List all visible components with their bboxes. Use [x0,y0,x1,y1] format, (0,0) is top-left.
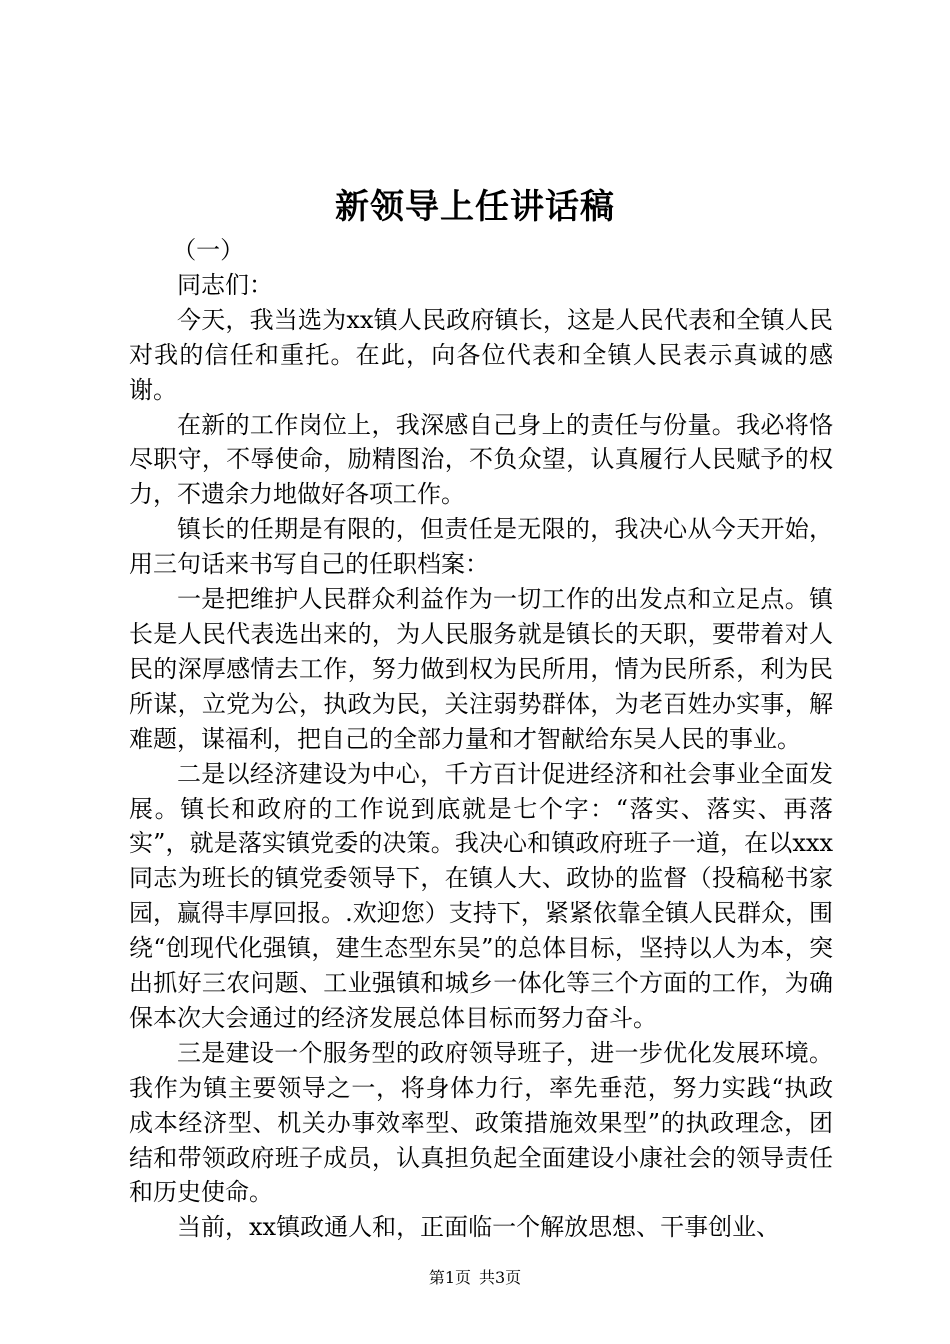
page-total: 共3页 [479,1268,522,1287]
page-number: 第1页 [428,1268,471,1287]
page-footer [0,1266,950,1290]
paragraph: 在新的工作岗位上，我深感自己身上的责任与份量。我必将恪尽职守，不辱使命，励精图治，不负众望，认真履行人民赋予的权力，不遗余力地做好各项工作。 [129,410,833,509]
document-title: 新领导上任讲话稿 [335,187,615,227]
paragraph: 今天，我当选为xx镇人民政府镇长，这是人民代表和全镇人民对我的信任和重托。在此，向各位代表和全镇人民表示真诚的感谢。 [129,305,833,404]
document-body [129,233,833,1245]
paragraph: 当前，xx镇政通人和，正面临一个解放思想、干事创业、 [177,1213,781,1242]
paragraph: 三是建设一个服务型的政府领导班子，进一步优化发展环境。我作为镇主要领导之一，将身体力行，率先垂范，努力实践“执政成本经济型、机关办事效率型、政策措施效果型”的执政理念，团结和带领政府班子成员，认真担负起全面建设小康社会的领导责任和历史使命。 [129,1038,833,1207]
salutation: 同志们： [177,270,273,299]
paragraph: 一是把维护人民群众利益作为一切工作的出发点和立足点。镇长是人民代表选出来的，为人民服务就是镇长的天职，要带着对人民的深厚感情去工作，努力做到权为民所用，情为民所系，利为民所谋，立党为公，执政为民，关注弱势群体，为老百姓办实事，解难题，谋福利，把自己的全部力量和才智献给东吴人民的事业。 [129,585,833,753]
paragraph: 镇长的任期是有限的，但责任是无限的，我决心从今天开始，用三句话来书写自己的任职档案： [129,515,833,579]
section-marker: （一） [172,236,245,264]
paragraph: 二是以经济建设为中心，千方百计促进经济和社会事业全面发展。镇长和政府的工作说到底就是七个字：“落实、落实、再落实”，就是落实镇党委的决策。我决心和镇政府班子一道，在以xxx同志为班长的镇党委领导下，在镇人大、政协的监督（投稿秘书家园，赢得丰厚回报。.欢迎您）支持下，紧紧依靠全镇人民群众，围绕“创现代化强镇，建生态型东吴”的总体目标，坚持以人为本，突出抓好三农问题、工业强镇和城乡一体化等三个方面的工作，为确保本次大会通过的经济发展总体目标而努力奋斗。 [129,759,833,1032]
